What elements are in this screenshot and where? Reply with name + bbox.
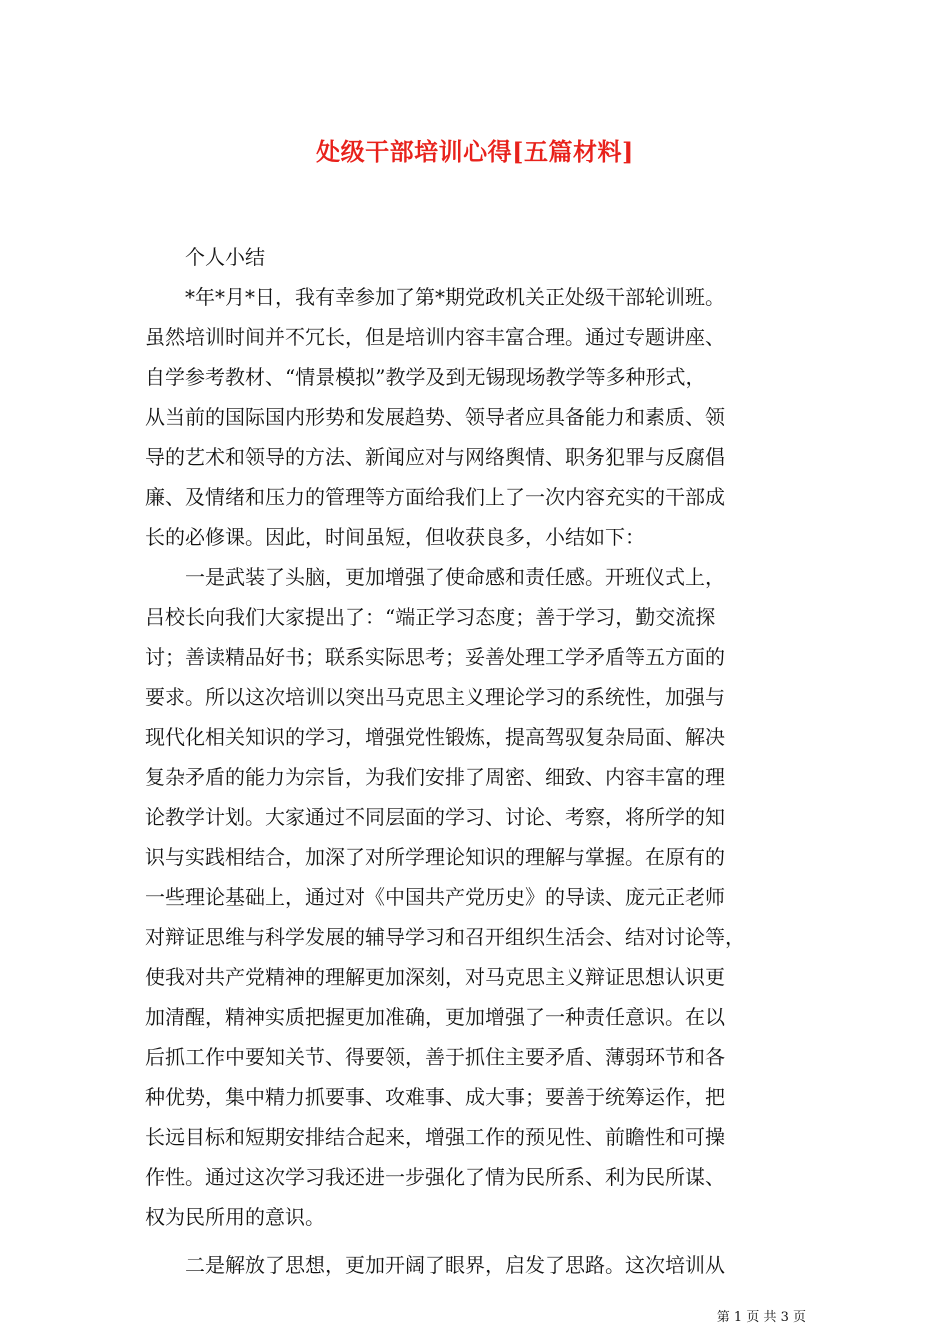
document-title: 处级干部培训心得[五篇材料] <box>316 137 634 166</box>
paragraph-line: 种优势，集中精力抓要事、攻难事、成大事；要善于统筹运作，把 <box>145 1085 725 1109</box>
paragraph-line: 吕校长向我们大家提出了：“端正学习态度；善于学习，勤交流探 <box>145 605 716 629</box>
paragraph-line: 从当前的国际国内形势和发展趋势、领导者应具备能力和素质、领 <box>145 405 725 429</box>
paragraph-line: 使我对共产党精神的理解更加深刻，对马克思主义辩证思想认识更 <box>145 965 725 989</box>
paragraph-line: 讨；善读精品好书；联系实际思考；妥善处理工学矛盾等五方面的 <box>145 645 725 669</box>
document-body <box>145 237 835 1285</box>
paragraph-line: 二是解放了思想，更加开阔了眼界，启发了思路。这次培训从 <box>145 1253 725 1277</box>
paragraph-line: *年*月*日，我有幸参加了第*期党政机关正处级干部轮训班。 <box>145 285 725 309</box>
paragraph-line: 对辩证思维与科学发展的辅导学习和召开组织生活会、结对讨论等， <box>145 925 745 949</box>
paragraph-line: 论教学计划。大家通过不同层面的学习、讨论、考察，将所学的知 <box>145 805 725 829</box>
paragraph-line: 虽然培训时间并不冗长，但是培训内容丰富合理。通过专题讲座、 <box>145 325 725 349</box>
paragraph-line: 一是武装了头脑，更加增强了使命感和责任感。开班仪式上， <box>145 565 725 589</box>
paragraph-line: 廉、及情绪和压力的管理等方面给我们上了一次内容充实的干部成 <box>145 485 725 509</box>
paragraph-line: 长的必修课。因此，时间虽短，但收获良多，小结如下： <box>145 525 645 549</box>
heading-personal-summary: 个人小结 <box>145 245 265 269</box>
page-number-footer: 第 1 页 共 3 页 <box>716 1310 806 1325</box>
paragraph-line: 现代化相关知识的学习，增强党性锻炼，提高驾驭复杂局面、解决 <box>145 725 725 749</box>
paragraph-line: 后抓工作中要知关节、得要领，善于抓住主要矛盾、薄弱环节和各 <box>145 1045 725 1069</box>
paragraph-line: 自学参考教材、“情景模拟”教学及到无锡现场教学等多种形式， <box>145 365 706 389</box>
paragraph-line: 识与实践相结合，加深了对所学理论知识的理解与掌握。在原有的 <box>145 845 725 869</box>
paragraph-line: 复杂矛盾的能力为宗旨，为我们安排了周密、细致、内容丰富的理 <box>145 765 725 789</box>
paragraph-line: 要求。所以这次培训以突出马克思主义理论学习的系统性，加强与 <box>145 685 725 709</box>
paragraph-line: 一些理论基础上，通过对《中国共产党历史》的导读、庞元正老师 <box>145 885 725 909</box>
paragraph-line: 长远目标和短期安排结合起来，增强工作的预见性、前瞻性和可操 <box>145 1125 725 1149</box>
paragraph-line: 加清醒，精神实质把握更加准确，更加增强了一种责任意识。在以 <box>145 1005 725 1029</box>
paragraph-line: 权为民所用的意识。 <box>145 1205 325 1229</box>
paragraph-line: 作性。通过这次学习我还进一步强化了情为民所系、利为民所谋、 <box>145 1165 725 1189</box>
paragraph-line: 导的艺术和领导的方法、新闻应对与网络舆情、职务犯罪与反腐倡 <box>145 445 725 469</box>
